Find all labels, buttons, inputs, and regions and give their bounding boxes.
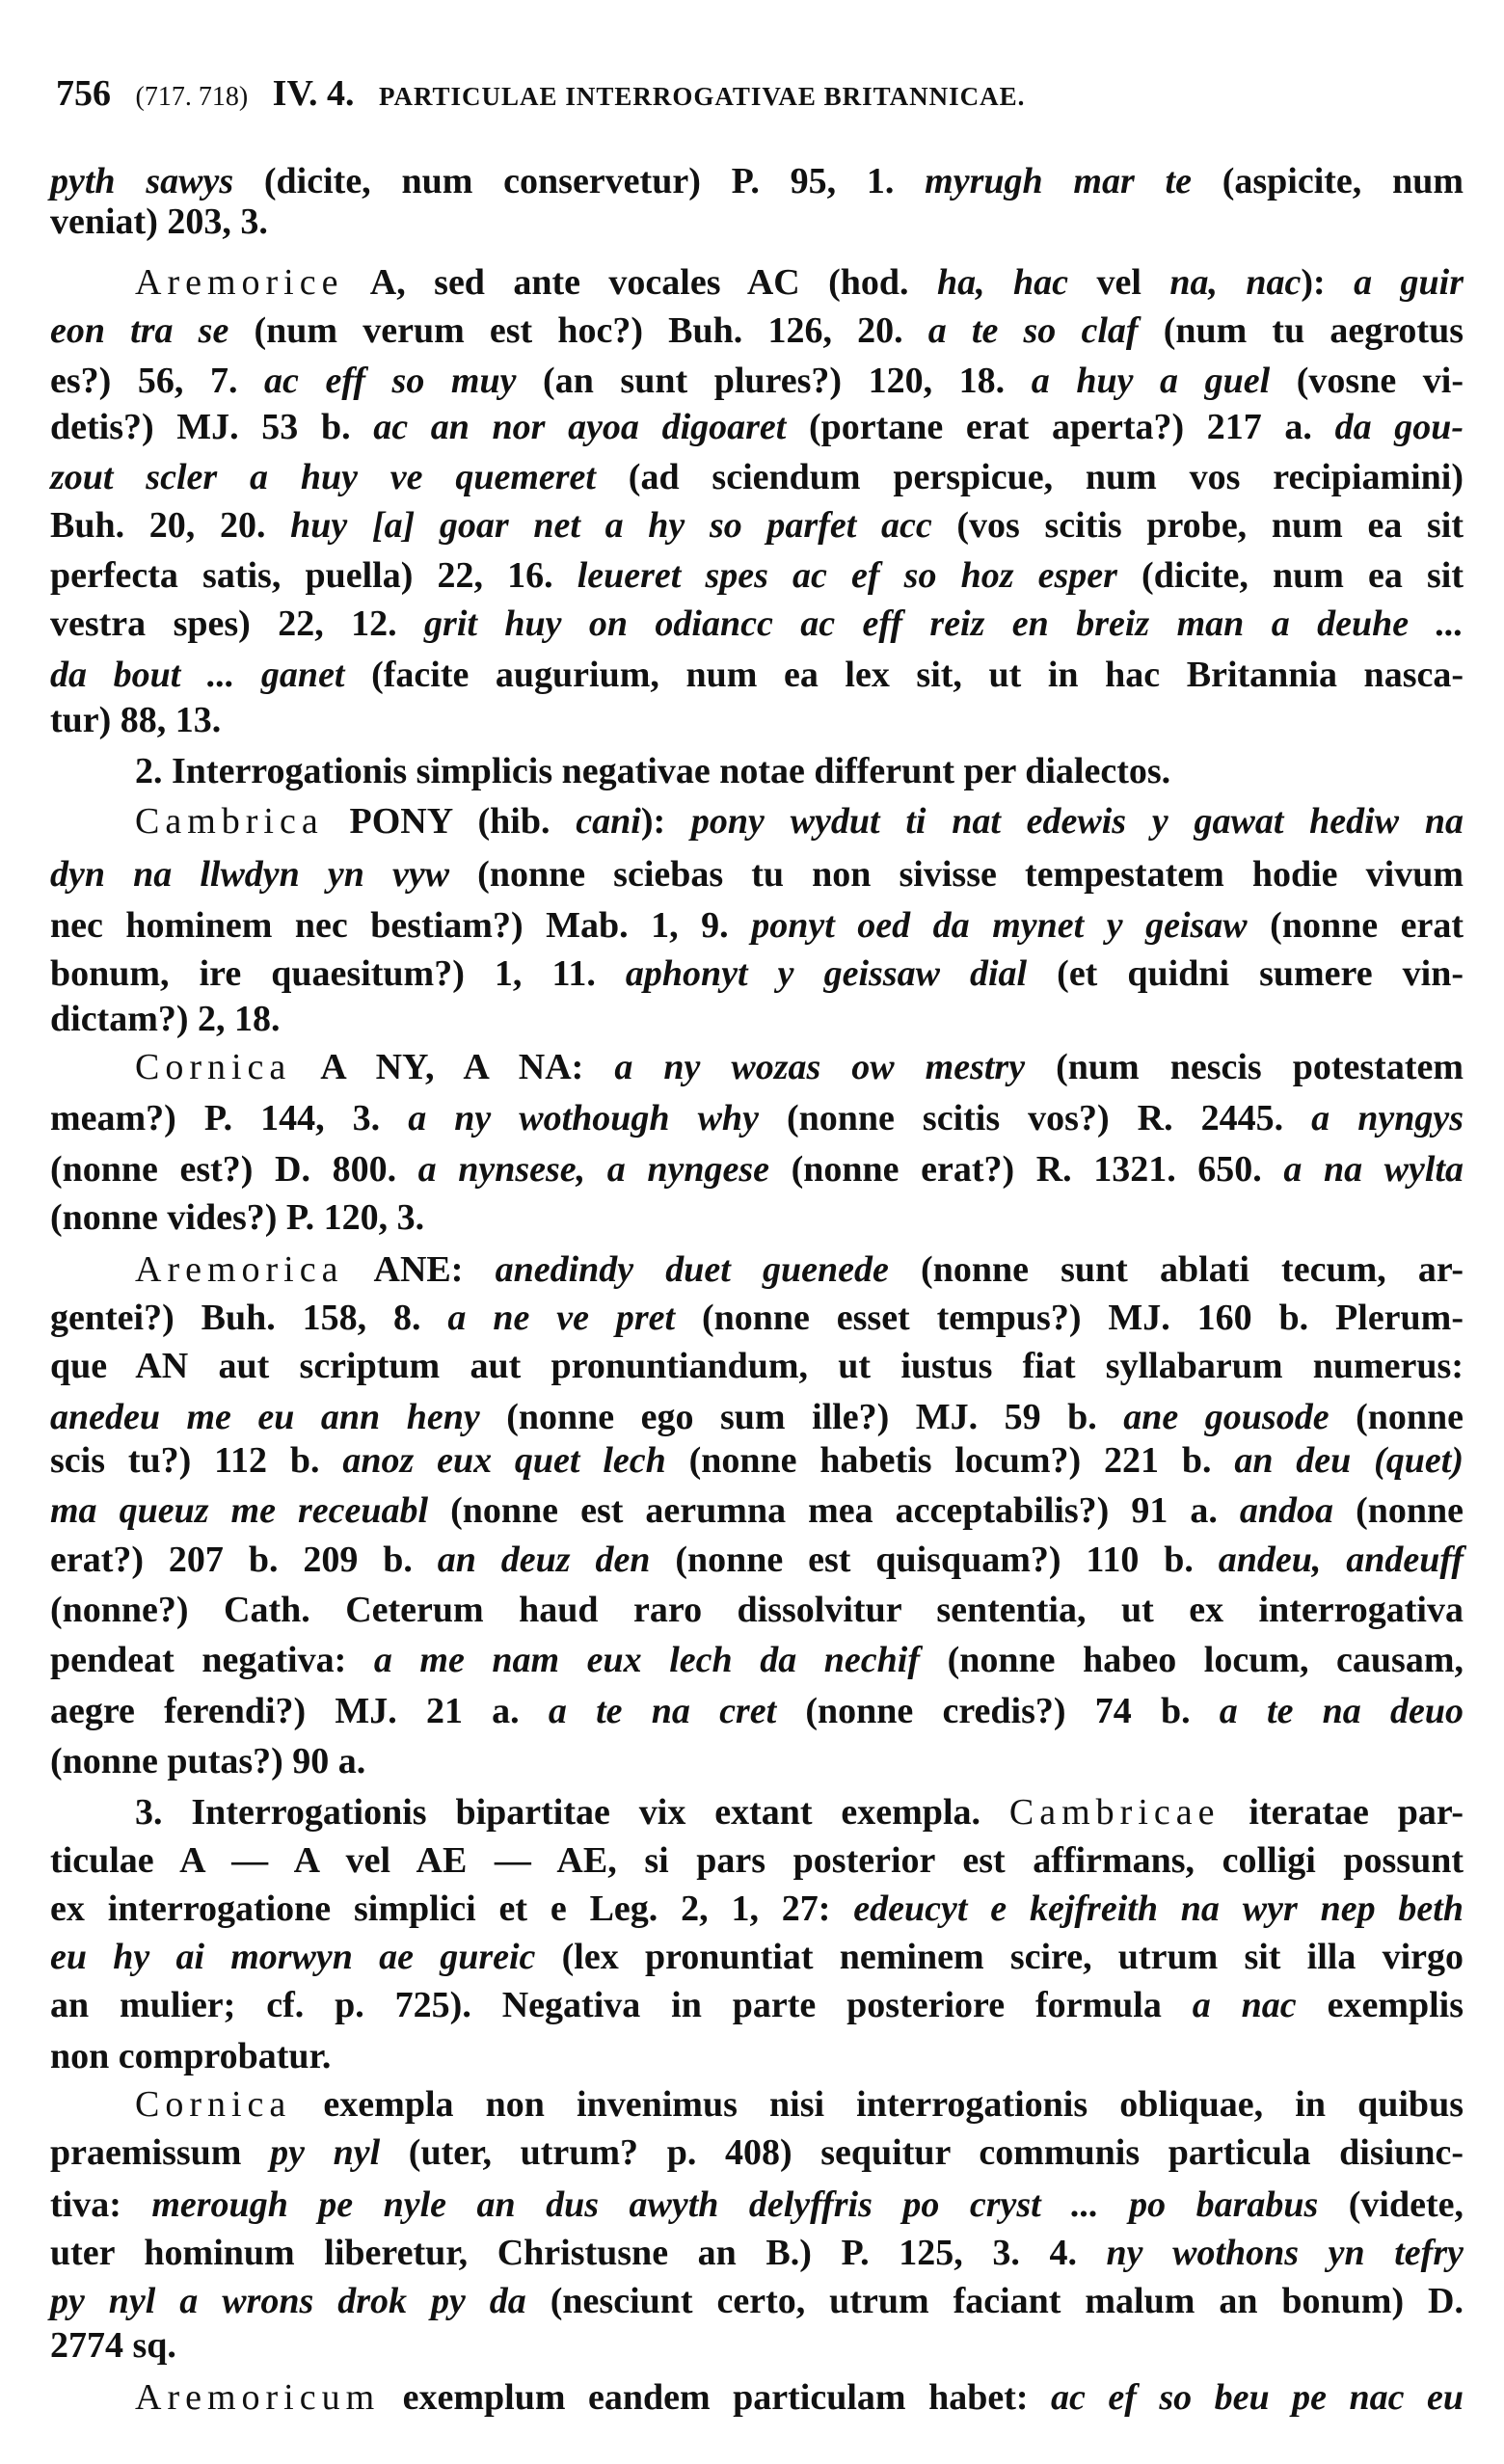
celtic-example-text: a nac [1192,1985,1297,2025]
latin-text: exemplum eandem particulam habet: [380,2377,1052,2418]
celtic-example-text: ma queuz me receuabl [50,1490,429,1531]
latin-text: ex interrogatione simplici et e Leg. 2, 1, 27: [50,1888,854,1929]
text-line [50,2229,1464,2277]
celtic-example-text: py nyl [270,2132,381,2173]
celtic-example-text: a ny wozas ow mestry [614,1047,1026,1087]
celtic-example-text: ponyt oed da mynet y geisaw [751,905,1248,946]
celtic-example-text: aphonyt y geissaw dial [625,953,1028,994]
celtic-example-text: ha, hac [936,262,1069,303]
text-line [50,1933,1464,1981]
text-line [50,1193,1464,1242]
latin-text: que AN aut scriptum aut pronuntiandum, ut iustus fiat syllabarum numerus: [50,1346,1464,1386]
text-line [50,850,1464,898]
text-line [50,1536,1464,1584]
latin-text: 3. Interrogationis bipartitae vix extant exempla. [135,1792,1009,1833]
celtic-example-text: andeu, andeuff [1218,1540,1464,1580]
celtic-example-text: myrugh mar te [925,161,1192,201]
text-line [135,258,1464,307]
latin-text: tur) 88, 13. [50,700,222,740]
text-line [50,1145,1464,1193]
latin-text: tiva: [50,2184,152,2225]
latin-text: (uter, utrum? p. 408) sequitur communis particula disiunc- [380,2132,1464,2173]
latin-text: 2. Interrogationis simplicis negativae notae differunt per dialectos. [135,751,1171,791]
latin-text: (nonne [1329,1397,1464,1437]
celtic-example-text: anedindy duet guenede [495,1249,889,1290]
celtic-example-text: merough pe nyle an dus awyth delyffris po cryst ... po barabus [151,2184,1319,2225]
latin-text: an mulier; cf. p. 725). Negativa in parte posteriore formula [50,1985,1193,2025]
celtic-example-text: a huy a guel [1031,361,1271,401]
latin-text: non comprobatur. [50,2036,332,2076]
latin-text: (facite augurium, num ea lex sit, ut in hac Britannia nasca- [344,655,1464,695]
celtic-example-text: a te na cret [548,1691,777,1731]
latin-text: (nonne vides?) P. 120, 3. [50,1197,425,1238]
text-line [50,2032,1464,2080]
text-line [135,1245,1464,1294]
latin-text: (num tu aegrotus [1138,310,1464,351]
text-line [50,198,1464,246]
celtic-example-text: an deu (quet) [1234,1440,1464,1481]
pages-reference: (717. 718) [135,82,249,112]
latin-text: (nonne habetis locum?) 221 b. [665,1440,1235,1481]
latin-text: uter hominum liberetur, Christusne an B.) P. 125, 3. 4. [50,2233,1107,2273]
celtic-example-text: a te so claf [927,310,1139,351]
latin-text: Aremorica [135,1249,344,1290]
text-line [50,1636,1464,1684]
latin-text: gentei?) Buh. 158, 8. [50,1298,448,1338]
text-line [50,2277,1464,2325]
celtic-example-text: ane gousode [1123,1397,1329,1437]
text-line [50,2321,1464,2370]
celtic-example-text: a na wylta [1283,1149,1464,1190]
celtic-example-text: a nynsese, a nyngese [417,1149,769,1190]
celtic-example-text: edeucyt e kejfreith na wyr nep beth [853,1888,1464,1929]
latin-text: (lex pronuntiat neminem scire, utrum sit illa virgo [535,1937,1464,1977]
text-line [50,551,1464,600]
text-line [50,1586,1464,1634]
latin-text: 2774 sq. [50,2325,176,2366]
latin-text: veniat) 203, 3. [50,201,268,242]
running-header [56,69,1040,118]
latin-text: Cambricae [1008,1792,1221,1833]
celtic-example-text: a guir [1354,262,1464,303]
latin-text: (nonne scitis vos?) R. 2445. [758,1098,1312,1138]
celtic-example-text: py nyl a wrons drok py da [50,2281,526,2321]
celtic-example-text: ac ef so beu pe nac eu [1051,2377,1464,2418]
latin-text: detis?) MJ. 53 b. [50,407,374,447]
text-line [135,1043,1464,1091]
latin-text: Buh. 20, 20. [50,505,291,546]
latin-text: Cornica [135,2084,292,2125]
text-line [50,403,1464,451]
celtic-example-text: a ny wothough why [408,1098,759,1138]
text-line [135,797,1464,845]
text-line [50,1094,1464,1142]
latin-text: meam?) P. 144, 3. [50,1098,409,1138]
celtic-example-text: pyth sawys [50,161,234,201]
celtic-example-text: an deuz den [437,1540,651,1580]
latin-text: es?) 56, 7. [50,361,265,401]
latin-text: (portane erat aperta?) 217 a. [786,407,1335,447]
latin-text: (nonne esset tempus?) MJ. 160 b. Plerum- [675,1298,1464,1338]
latin-text: (nonne est?) D. 800. [50,1149,418,1190]
latin-text: (num nescis potestatem [1025,1047,1464,1087]
latin-text: aegre ferendi?) MJ. 21 a. [50,1691,549,1731]
text-line [50,2181,1464,2229]
latin-text: iteratae par- [1220,1792,1464,1833]
celtic-example-text: eon tra se [50,310,229,351]
latin-text: erat?) 207 b. 209 b. [50,1540,438,1580]
section-number: IV. 4. [272,73,355,114]
text-line [50,1436,1464,1485]
latin-text: exempla non invenimus nisi interrogationis obliquae, in quibus [291,2084,1464,2125]
latin-text: pendeat negativa: [50,1640,374,1680]
latin-text: bonum, ire quaesitum?) 1, 11. [50,953,626,994]
text-line [50,1393,1464,1441]
latin-text: (nonne?) Cath. Ceterum haud raro dissolvitur sententia, ut ex interrogativa [50,1590,1464,1630]
latin-text: (videte, [1318,2184,1464,2225]
latin-text: praemissum [50,2132,271,2173]
latin-text: (nonne erat?) R. 1321. 650. [769,1149,1284,1190]
latin-text: (nonne sunt ablati tecum, ar- [888,1249,1464,1290]
latin-text: (nonne putas?) 90 a. [50,1741,366,1781]
latin-text: (dicite, num conservetur) P. 95, 1. [233,161,926,201]
text-line [50,995,1464,1043]
latin-text: (aspicite, num [1191,161,1464,201]
celtic-example-text: leueret spes ac ef so hoz esper [577,555,1117,596]
latin-text: (et quidni sumere vin- [1027,953,1464,994]
text-line [50,1885,1464,1933]
latin-text: (nonne erat [1247,905,1464,946]
text-line [50,1836,1464,1885]
celtic-example-text: da bout ... ganet [50,655,345,695]
latin-text: (nonne ego sum ille?) MJ. 59 b. [479,1397,1124,1437]
celtic-example-text: dyn na llwdyn yn vyw [50,854,450,895]
text-line [50,501,1464,549]
latin-text: (dicite, num ea sit [1116,555,1464,596]
latin-text: (nesciunt certo, utrum faciant malum an bonum) D. [525,2281,1464,2321]
latin-text: dictam?) 2, 18. [50,999,281,1039]
latin-text: (nonne est aerumna mea acceptabilis?) 91 a. [428,1490,1240,1531]
latin-text: vestra spes) 22, 12. [50,603,425,644]
text-line [50,453,1464,501]
latin-text: Cambrica [135,801,324,842]
celtic-example-text: na, nac [1169,262,1302,303]
text-line [135,2373,1464,2422]
celtic-example-text: cani [576,801,641,842]
celtic-example-text: anedeu me eu ann heny [50,1397,480,1437]
latin-text: (nonne est quisquam?) 110 b. [650,1540,1219,1580]
latin-text: (vosne vi- [1270,361,1464,401]
text-line [50,1981,1464,2029]
text-line [50,1687,1464,1735]
latin-text: (nonne sciebas tu non sivisse tempestatem hodie vivum [449,854,1464,895]
latin-text: (ad sciendum perspicue, num vos recipiamini) [595,457,1464,497]
running-title: PARTICULAE INTERROGATIVAE BRITANNICAE. [379,82,1026,111]
celtic-example-text: a ne ve pret [447,1298,676,1338]
latin-text: vel [1068,262,1170,303]
text-line [50,1486,1464,1535]
celtic-example-text: a me nam eux lech da nechif [373,1640,920,1680]
text-line [50,901,1464,950]
latin-text: scis tu?) 112 b. [50,1440,343,1481]
latin-text: (nonne [1333,1490,1464,1531]
celtic-example-text: eu hy ai morwyn ae gureic [50,1937,536,1977]
text-line [50,950,1464,998]
text-line [50,1342,1464,1390]
celtic-example-text: andoa [1239,1490,1334,1531]
latin-text: ): [640,801,691,842]
text-line [50,357,1464,405]
text-line [50,696,1464,744]
celtic-example-text: anoz eux quet lech [342,1440,666,1481]
latin-text: A, sed ante vocales AC (hod. [343,262,937,303]
text-line [50,1737,1464,1785]
latin-text: A NY, A NA: [291,1047,615,1087]
latin-text: ANE: [343,1249,496,1290]
celtic-example-text: huy [a] goar net a hy so parfet acc [290,505,932,546]
text-line [50,2129,1464,2177]
celtic-example-text: grit huy on odiancc ac eff reiz en breiz man a deuhe ... [424,603,1464,644]
latin-text: Aremorice [135,262,344,303]
text-line [135,747,1464,795]
latin-text: nec hominem nec bestiam?) Mab. 1, 9. [50,905,752,946]
text-line [50,651,1464,699]
latin-text: (nonne habeo locum, causam, [920,1640,1464,1680]
latin-text: (num verum est hoc?) Buh. 126, 20. [228,310,928,351]
latin-text: ticulae A — A vel AE — AE, si pars posterior est affirmans, colligi possunt [50,1840,1464,1881]
text-line [50,307,1464,355]
latin-text: (nonne credis?) 74 b. [776,1691,1220,1731]
text-line [135,2080,1464,2129]
celtic-example-text: pony wydut ti nat edewis y gawat hediw na [690,801,1464,842]
celtic-example-text: a nyngys [1311,1098,1464,1138]
latin-text: perfecta satis, puella) 22, 16. [50,555,577,596]
latin-text: Aremoricum [135,2377,381,2418]
celtic-example-text: a te na deuo [1219,1691,1464,1731]
text-line [50,1294,1464,1342]
latin-text: ): [1301,262,1355,303]
latin-text: PONY (hib. [323,801,577,842]
page-number: 756 [56,73,111,114]
celtic-example-text: ny wothons yn tefry [1106,2233,1464,2273]
celtic-example-text: ac eff so muy [264,361,517,401]
celtic-example-text: ac an nor ayoa digoaret [373,407,787,447]
celtic-example-text: zout scler a huy ve quemeret [50,457,596,497]
text-line [50,600,1464,648]
latin-text: (vos scitis probe, num ea sit [931,505,1464,546]
text-line [135,1788,1464,1836]
latin-text: Cornica [135,1047,292,1087]
latin-text: exemplis [1296,1985,1464,2025]
celtic-example-text: da gou- [1334,407,1464,447]
latin-text: (an sunt plures?) 120, 18. [516,361,1032,401]
